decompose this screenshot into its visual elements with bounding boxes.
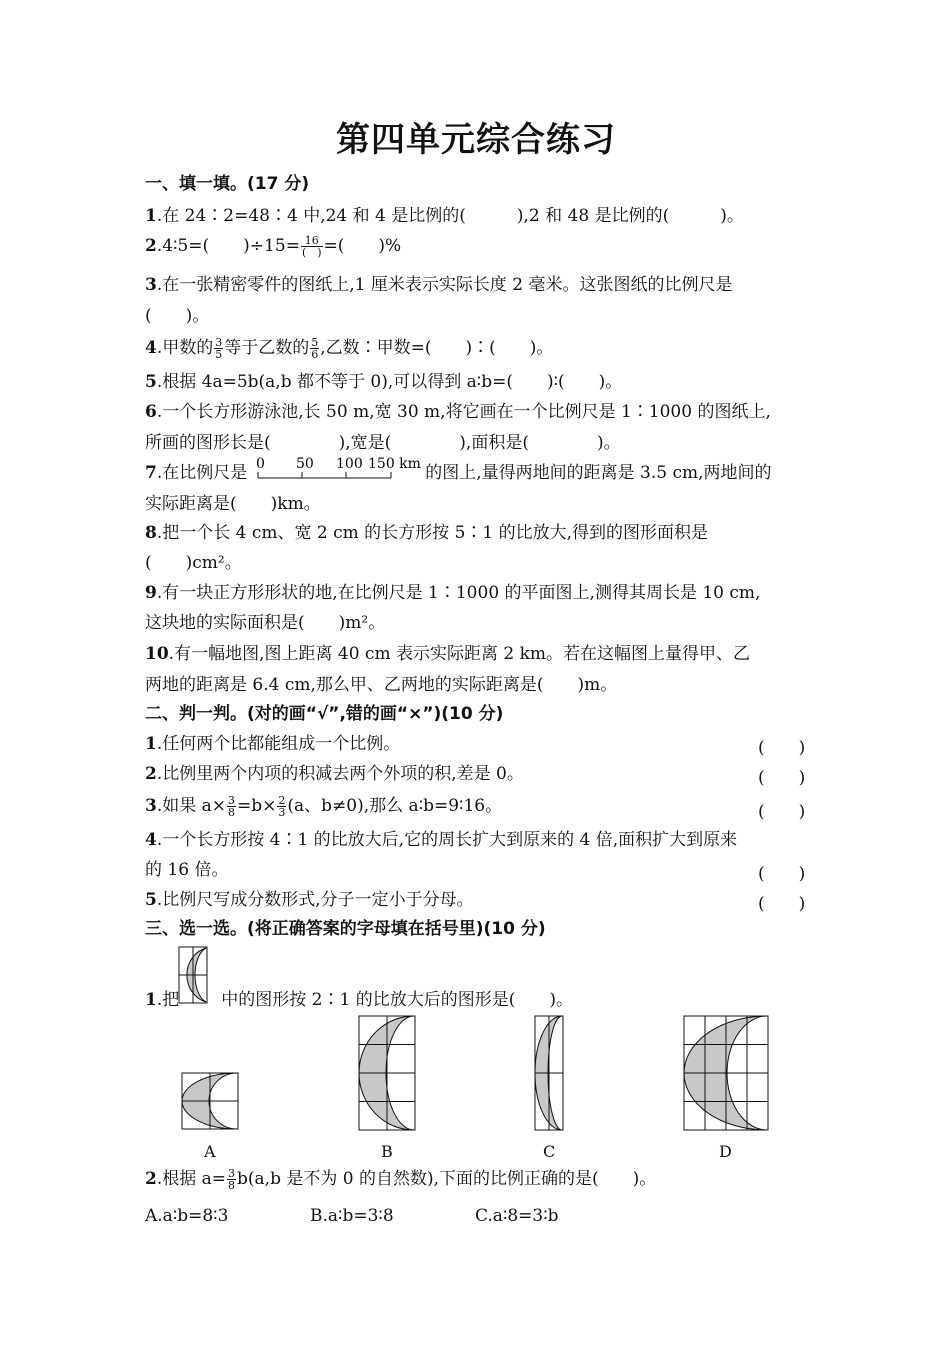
option-d-figure — [683, 1015, 769, 1131]
page-title: 第四单元综合练习 — [336, 120, 616, 160]
section1-heading: 一、填一填。(17 分) — [145, 174, 310, 194]
question-1-9-cont: 这块地的实际面积是( )m²。 — [145, 613, 386, 633]
scale-label: 150 km — [368, 456, 421, 472]
fraction: $\frac{3}{8}$ — [228, 794, 236, 819]
fraction: $\frac{3}{8}$ — [228, 1167, 236, 1192]
fraction: $\frac{3}{5}$ — [215, 336, 223, 361]
question-1-8: 8.把一个长 4 cm、宽 2 cm 的长方形按 5∶1 的比放大,得到的图形面积是 — [145, 523, 709, 543]
question-2-1: 1.任何两个比都能组成一个比例。 — [145, 734, 401, 754]
answer-paren: ( ) — [758, 864, 806, 884]
option-label-d: D — [719, 1142, 732, 1161]
question-1-7-cont: 实际距离是( )km。 — [145, 494, 321, 514]
fraction: $\frac{5}{6}$ — [311, 336, 319, 361]
question-2-3: 3.如果 a× $\frac{3}{8}$ =b× $\frac{2}{3}$ (a、b≠0),那么 a∶b=9∶16。 — [145, 794, 503, 819]
question-2-4: 4.一个长方形按 4∶1 的比放大后,它的周长扩大到原来的 4 倍,面积扩大到原来 — [145, 830, 738, 850]
question-3-2: 2.根据 a= $\frac{3}{8}$ b(a,b 是不为 0 的自然数),下面的比例正确的是( )。 — [145, 1167, 657, 1192]
section3-heading: 三、选一选。(将正确答案的字母填在括号里)(10 分) — [145, 919, 546, 939]
option-b-figure — [358, 1015, 416, 1131]
question-1-3-cont: ( )。 — [145, 306, 210, 326]
scale-label: 0 — [256, 456, 265, 472]
question-1-4: 4.甲数的 $\frac{3}{5}$ 等于乙数的 $\frac{5}{6}$ ,乙数∶甲数=( )∶( )。 — [145, 336, 554, 361]
question-2-2: 2.比例里两个内项的积减去两个外项的积,差是 0。 — [145, 764, 524, 784]
answer-paren: ( ) — [758, 802, 806, 822]
question-1-1: 1.在 24∶2=48∶4 中,24 和 4 是比例的( ),2 和 48 是比例的( )。 — [145, 206, 744, 226]
question-1-10-cont: 两地的距离是 6.4 cm,那么甲、乙两地的实际距离是( )m。 — [145, 675, 618, 695]
option-label-c: C — [543, 1142, 556, 1161]
question-1-3: 3.在一张精密零件的图纸上,1 厘米表示实际长度 2 毫米。这张图纸的比例尺是 — [145, 275, 733, 295]
question-1-8-cont: ( )cm²。 — [145, 553, 242, 573]
question-1-6-cont: 所画的图形长是( ),宽是( ),面积是( )。 — [145, 433, 621, 453]
answer-paren: ( ) — [758, 768, 806, 788]
choice-b: B.a∶b=3∶8 — [310, 1206, 394, 1226]
fraction: $\frac{16}{( )}$ — [301, 234, 322, 259]
scale-label: 100 — [336, 456, 363, 472]
question-2-5: 5.比例尺写成分数形式,分子一定小于分母。 — [145, 890, 474, 910]
answer-paren: ( ) — [758, 894, 806, 914]
question-1-6: 6.一个长方形游泳池,长 50 m,宽 30 m,将它画在一个比例尺是 1∶1000 的图纸上, — [145, 402, 771, 422]
question-3-1: 1.把 中的图形按 2∶1 的比放大后的图形是( )。 — [145, 990, 573, 1010]
choice-a: A.a∶b=8∶3 — [145, 1206, 229, 1226]
question-1-5: 5.根据 4a=5b(a,b 都不等于 0),可以得到 a∶b=( )∶( )。 — [145, 372, 623, 392]
question-1-9: 9.有一块正方形形状的地,在比例尺是 1∶1000 的平面图上,测得其周长是 10 cm, — [145, 583, 761, 603]
fraction: $\frac{2}{3}$ — [278, 794, 286, 819]
answer-paren: ( ) — [758, 738, 806, 758]
option-label-b: B — [381, 1142, 393, 1161]
option-c-figure — [534, 1015, 564, 1131]
scale-label: 50 — [296, 456, 314, 472]
question-1-2: 2.4∶5=( )÷15= $\frac{16}{( )}$ =( )% — [145, 234, 402, 259]
choice-c: C.a∶8=3∶b — [475, 1206, 559, 1226]
option-label-a: A — [204, 1142, 216, 1161]
question-1-10: 10.有一幅地图,图上距离 40 cm 表示实际距离 2 km。若在这幅图上量得甲、乙 — [145, 644, 751, 664]
question-2-4-cont: 的 16 倍。 — [145, 860, 229, 880]
section2-heading: 二、判一判。(对的画“√”,错的画“×”)(10 分) — [145, 704, 504, 724]
scale-bar — [256, 456, 421, 482]
option-a-figure — [181, 1072, 239, 1130]
question-1-7: 7.在比例尺是 的图上,量得两地间的距离是 3.5 cm,两地间的 — [145, 463, 772, 483]
